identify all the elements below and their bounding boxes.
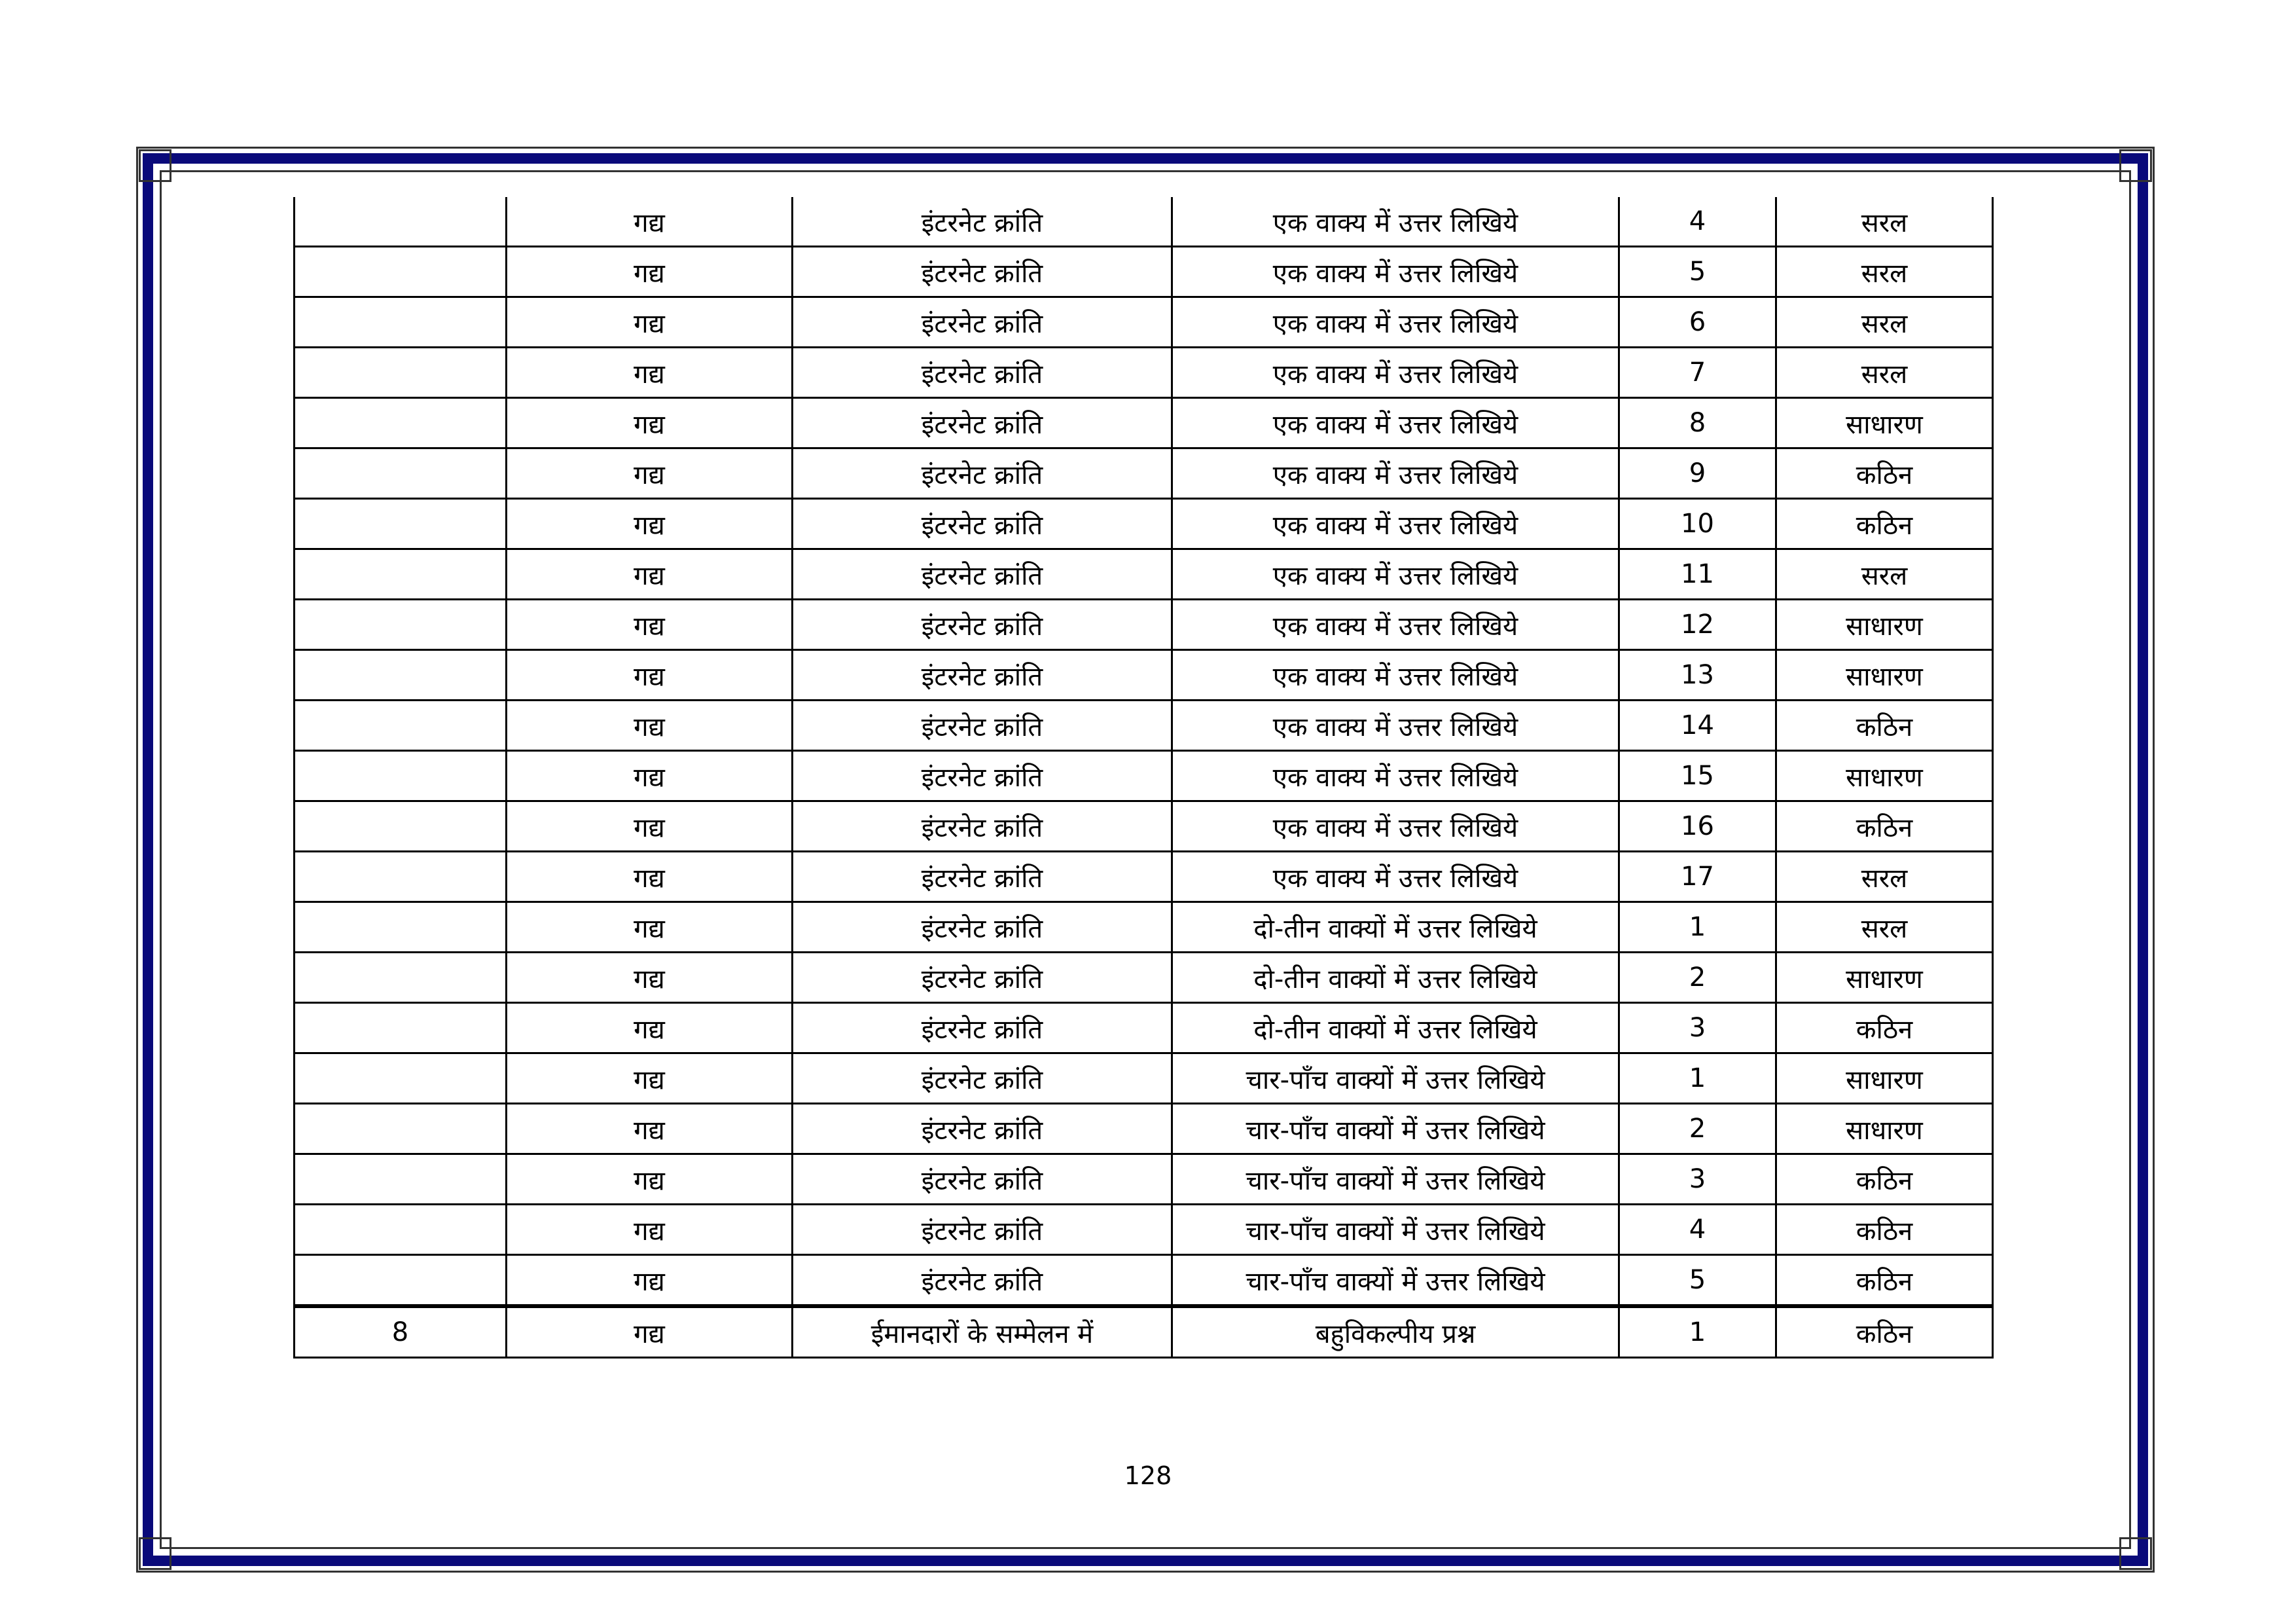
chapter-number-cell (295, 1154, 507, 1205)
chapter-number-cell (295, 1003, 507, 1053)
question-type-cell: दो-तीन वाक्यों में उत्तर लिखिये (1172, 953, 1619, 1003)
frame-corner-ornament (139, 149, 171, 182)
lesson-name-cell: इंटरनेट क्रांति (793, 852, 1172, 902)
question-type-cell: चार-पाँच वाक्यों में उत्तर लिखिये (1172, 1205, 1619, 1255)
lesson-name-cell: इंटरनेट क्रांति (793, 197, 1172, 247)
table-row (295, 902, 1993, 953)
frame-corner-ornament (2119, 1537, 2152, 1570)
difficulty-level-cell: साधारण (1776, 1053, 1993, 1104)
question-type-cell: दो-तीन वाक्यों में उत्तर लिखिये (1172, 1003, 1619, 1053)
chapter-number-cell (295, 549, 507, 600)
question-number-cell: 5 (1619, 247, 1776, 297)
table-row (295, 953, 1993, 1003)
lesson-name-cell: इंटरनेट क्रांति (793, 348, 1172, 398)
table-row (295, 650, 1993, 701)
lesson-name-cell: इंटरनेट क्रांति (793, 600, 1172, 650)
difficulty-level-cell: साधारण (1776, 650, 1993, 701)
section-type-cell: गद्य (507, 1255, 793, 1307)
chapter-number-cell (295, 1104, 507, 1154)
chapter-number-cell (295, 1205, 507, 1255)
section-type-cell: गद्य (507, 247, 793, 297)
section-type-cell: गद्य (507, 1205, 793, 1255)
question-number-cell: 7 (1619, 348, 1776, 398)
question-type-cell: एक वाक्य में उत्तर लिखिये (1172, 701, 1619, 751)
question-number-cell: 3 (1619, 1154, 1776, 1205)
lesson-name-cell: इंटरनेट क्रांति (793, 1003, 1172, 1053)
table-row (295, 701, 1993, 751)
table-body (295, 197, 1993, 1358)
chapter-number-cell (295, 499, 507, 549)
difficulty-level-cell: कठिन (1776, 1255, 1993, 1307)
question-number-cell: 1 (1619, 1306, 1776, 1358)
difficulty-level-cell: साधारण (1776, 751, 1993, 801)
question-number-cell: 17 (1619, 852, 1776, 902)
lesson-name-cell: इंटरनेट क्रांति (793, 247, 1172, 297)
difficulty-level-cell: कठिन (1776, 499, 1993, 549)
question-type-cell: एक वाक्य में उत्तर लिखिये (1172, 197, 1619, 247)
section-type-cell: गद्य (507, 902, 793, 953)
difficulty-level-cell: सरल (1776, 247, 1993, 297)
question-type-cell: चार-पाँच वाक्यों में उत्तर लिखिये (1172, 1104, 1619, 1154)
question-type-cell: चार-पाँच वाक्यों में उत्तर लिखिये (1172, 1255, 1619, 1307)
section-type-cell: गद्य (507, 600, 793, 650)
difficulty-level-cell: सरल (1776, 297, 1993, 348)
question-number-cell: 6 (1619, 297, 1776, 348)
difficulty-level-cell: सरल (1776, 348, 1993, 398)
section-type-cell: गद्य (507, 953, 793, 1003)
chapter-number-cell (295, 1053, 507, 1104)
lesson-name-cell: इंटरनेट क्रांति (793, 1154, 1172, 1205)
question-number-cell: 4 (1619, 197, 1776, 247)
lesson-name-cell: इंटरनेट क्रांति (793, 1255, 1172, 1307)
question-number-cell: 16 (1619, 801, 1776, 852)
lesson-name-cell: इंटरनेट क्रांति (793, 801, 1172, 852)
chapter-number-cell (295, 600, 507, 650)
table-row (295, 1205, 1993, 1255)
chapter-number-cell (295, 953, 507, 1003)
difficulty-level-cell: सरल (1776, 852, 1993, 902)
section-type-cell: गद्य (507, 448, 793, 499)
table-row (295, 852, 1993, 902)
difficulty-level-cell: कठिन (1776, 1154, 1993, 1205)
difficulty-level-cell: साधारण (1776, 398, 1993, 448)
question-type-cell: एक वाक्य में उत्तर लिखिये (1172, 801, 1619, 852)
question-number-cell: 15 (1619, 751, 1776, 801)
question-number-cell: 5 (1619, 1255, 1776, 1307)
difficulty-level-cell: कठिन (1776, 448, 1993, 499)
table-row (295, 549, 1993, 600)
table-row (295, 1154, 1993, 1205)
chapter-number-cell (295, 247, 507, 297)
chapter-number-cell (295, 1255, 507, 1307)
difficulty-level-cell: सरल (1776, 902, 1993, 953)
chapter-number-cell: 8 (295, 1306, 507, 1358)
section-type-cell: गद्य (507, 499, 793, 549)
lesson-name-cell: इंटरनेट क्रांति (793, 1053, 1172, 1104)
difficulty-level-cell: सरल (1776, 549, 1993, 600)
question-number-cell: 3 (1619, 1003, 1776, 1053)
table-row (295, 348, 1993, 398)
lesson-name-cell: इंटरनेट क्रांति (793, 751, 1172, 801)
difficulty-level-cell: सरल (1776, 197, 1993, 247)
table-row (295, 297, 1993, 348)
lesson-name-cell: इंटरनेट क्रांति (793, 549, 1172, 600)
question-type-cell: एक वाक्य में उत्तर लिखिये (1172, 448, 1619, 499)
table-row (295, 1306, 1993, 1358)
question-type-cell: एक वाक्य में उत्तर लिखिये (1172, 247, 1619, 297)
section-type-cell: गद्य (507, 197, 793, 247)
table-row (295, 499, 1993, 549)
table-row (295, 751, 1993, 801)
difficulty-level-cell: कठिन (1776, 801, 1993, 852)
lesson-name-cell: इंटरनेट क्रांति (793, 448, 1172, 499)
question-number-cell: 4 (1619, 1205, 1776, 1255)
difficulty-level-cell: साधारण (1776, 600, 1993, 650)
section-type-cell: गद्य (507, 1003, 793, 1053)
table-row (295, 448, 1993, 499)
chapter-number-cell (295, 852, 507, 902)
lesson-name-cell: इंटरनेट क्रांति (793, 398, 1172, 448)
question-type-cell: एक वाक्य में उत्तर लिखिये (1172, 751, 1619, 801)
difficulty-level-cell: कठिन (1776, 701, 1993, 751)
chapter-number-cell (295, 650, 507, 701)
section-type-cell: गद्य (507, 398, 793, 448)
chapter-number-cell (295, 801, 507, 852)
chapter-number-cell (295, 701, 507, 751)
page-number: 128 (1124, 1461, 1172, 1490)
question-type-cell: एक वाक्य में उत्तर लिखिये (1172, 398, 1619, 448)
lesson-name-cell: इंटरनेट क्रांति (793, 499, 1172, 549)
section-type-cell: गद्य (507, 1306, 793, 1358)
table-row (295, 197, 1993, 247)
question-type-cell: एक वाक्य में उत्तर लिखिये (1172, 297, 1619, 348)
lesson-name-cell: इंटरनेट क्रांति (793, 1205, 1172, 1255)
question-number-cell: 2 (1619, 953, 1776, 1003)
question-type-cell: एक वाक्य में उत्तर लिखिये (1172, 348, 1619, 398)
lesson-name-cell: ईमानदारों के सम्मेलन में (793, 1306, 1172, 1358)
frame-corner-ornament (2119, 149, 2152, 182)
frame-corner-ornament (139, 1537, 171, 1570)
question-type-cell: बहुविकल्पीय प्रश्न (1172, 1306, 1619, 1358)
question-number-cell: 10 (1619, 499, 1776, 549)
lesson-name-cell: इंटरनेट क्रांति (793, 953, 1172, 1003)
chapter-number-cell (295, 348, 507, 398)
question-type-cell: एक वाक्य में उत्तर लिखिये (1172, 549, 1619, 600)
question-type-cell: एक वाक्य में उत्तर लिखिये (1172, 852, 1619, 902)
section-type-cell: गद्य (507, 701, 793, 751)
chapter-number-cell (295, 751, 507, 801)
question-blueprint-table (293, 197, 1994, 1359)
section-type-cell: गद्य (507, 549, 793, 600)
lesson-name-cell: इंटरनेट क्रांति (793, 650, 1172, 701)
question-type-cell: एक वाक्य में उत्तर लिखिये (1172, 499, 1619, 549)
question-type-cell: चार-पाँच वाक्यों में उत्तर लिखिये (1172, 1154, 1619, 1205)
lesson-name-cell: इंटरनेट क्रांति (793, 297, 1172, 348)
section-type-cell: गद्य (507, 801, 793, 852)
section-type-cell: गद्य (507, 348, 793, 398)
question-number-cell: 9 (1619, 448, 1776, 499)
question-number-cell: 14 (1619, 701, 1776, 751)
question-type-cell: चार-पाँच वाक्यों में उत्तर लिखिये (1172, 1053, 1619, 1104)
chapter-number-cell (295, 297, 507, 348)
chapter-number-cell (295, 902, 507, 953)
lesson-name-cell: इंटरनेट क्रांति (793, 701, 1172, 751)
question-number-cell: 8 (1619, 398, 1776, 448)
question-number-cell: 11 (1619, 549, 1776, 600)
question-type-cell: एक वाक्य में उत्तर लिखिये (1172, 600, 1619, 650)
section-type-cell: गद्य (507, 1154, 793, 1205)
section-type-cell: गद्य (507, 1053, 793, 1104)
chapter-number-cell (295, 197, 507, 247)
table-row (295, 801, 1993, 852)
difficulty-level-cell: साधारण (1776, 1104, 1993, 1154)
section-type-cell: गद्य (507, 297, 793, 348)
question-type-cell: दो-तीन वाक्यों में उत्तर लिखिये (1172, 902, 1619, 953)
table-row (295, 247, 1993, 297)
difficulty-level-cell: साधारण (1776, 953, 1993, 1003)
question-number-cell: 1 (1619, 902, 1776, 953)
table-row (295, 600, 1993, 650)
table-row (295, 398, 1993, 448)
section-type-cell: गद्य (507, 1104, 793, 1154)
table-row (295, 1003, 1993, 1053)
difficulty-level-cell: कठिन (1776, 1003, 1993, 1053)
table-row (295, 1104, 1993, 1154)
lesson-name-cell: इंटरनेट क्रांति (793, 902, 1172, 953)
chapter-number-cell (295, 448, 507, 499)
table-row (295, 1053, 1993, 1104)
difficulty-level-cell: कठिन (1776, 1205, 1993, 1255)
question-number-cell: 1 (1619, 1053, 1776, 1104)
section-type-cell: गद्य (507, 751, 793, 801)
question-type-cell: एक वाक्य में उत्तर लिखिये (1172, 650, 1619, 701)
section-type-cell: गद्य (507, 650, 793, 701)
question-number-cell: 13 (1619, 650, 1776, 701)
question-number-cell: 2 (1619, 1104, 1776, 1154)
question-number-cell: 12 (1619, 600, 1776, 650)
chapter-number-cell (295, 398, 507, 448)
table-row (295, 1255, 1993, 1307)
difficulty-level-cell: कठिन (1776, 1306, 1993, 1358)
lesson-name-cell: इंटरनेट क्रांति (793, 1104, 1172, 1154)
section-type-cell: गद्य (507, 852, 793, 902)
